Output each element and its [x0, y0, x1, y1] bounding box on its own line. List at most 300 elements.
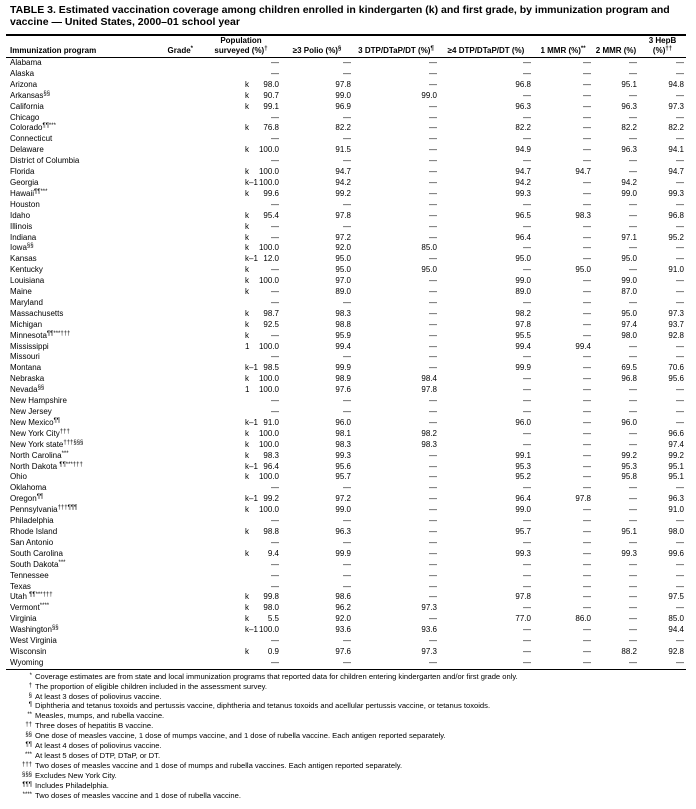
value-cell: —: [523, 603, 531, 613]
program-name: North Carolina***: [10, 450, 69, 460]
footnote: [10, 771, 692, 781]
value-cell: —: [343, 483, 351, 493]
value-cell: 90.7: [263, 90, 279, 100]
program-name: Virginia: [10, 614, 37, 624]
grade-cell: k: [245, 603, 249, 613]
value-cell: —: [583, 330, 591, 340]
table-row: [6, 134, 686, 145]
grade-cell: [106, 352, 201, 363]
program-name: Minnesota¶¶***†††: [10, 330, 71, 340]
value-cell: —: [523, 559, 531, 569]
value-cell: —: [583, 134, 591, 144]
value-cell: —: [343, 570, 351, 580]
value-cell: 99.3: [515, 548, 531, 558]
value-cell: —: [271, 570, 279, 580]
column-header-program: Immunization program: [10, 46, 97, 55]
table-body: [6, 58, 686, 670]
value-cell: 99.0: [421, 90, 437, 100]
value-cell: 85.0: [668, 614, 684, 624]
value-cell: —: [429, 526, 437, 536]
program-name: Georgia: [10, 177, 39, 187]
value-cell: —: [523, 625, 531, 635]
value-cell: 95.8: [621, 472, 637, 482]
value-cell: —: [429, 330, 437, 340]
value-cell: —: [429, 134, 437, 144]
value-cell: —: [439, 658, 533, 669]
grade-cell: k: [245, 526, 249, 536]
table-row: [6, 396, 686, 407]
footnote-text: At least 5 doses of DTP, DTaP, or DT.: [35, 751, 161, 760]
table-row: [6, 429, 686, 440]
value-cell: —: [583, 308, 591, 318]
value-cell: 99.0: [335, 505, 351, 515]
table-row: [6, 320, 686, 331]
program-name: Maine: [10, 287, 32, 297]
value-cell: —: [583, 156, 591, 166]
grade-cell: [106, 571, 201, 582]
value-cell: —: [523, 243, 531, 253]
value-cell: 96.9: [335, 101, 351, 111]
value-cell: —: [429, 559, 437, 569]
value-cell: —: [676, 276, 684, 286]
footnote-text: Two doses of measles vaccine and 1 dose of mumps and rubella vaccines. Each antigen reported separately.: [35, 760, 403, 770]
value-cell: —: [583, 68, 591, 78]
value-cell: —: [429, 188, 437, 198]
value-cell: 96.6: [668, 428, 684, 438]
program-name: Rhode Island: [10, 526, 58, 536]
value-cell: 97.8: [515, 319, 531, 329]
program-name: New Hampshire: [10, 396, 67, 406]
value-cell: 94.9: [515, 145, 531, 155]
value-cell: 99.0: [621, 188, 637, 198]
program-name: Nebraska: [10, 374, 45, 384]
value-cell: —: [583, 472, 591, 482]
value-cell: 87.0: [621, 287, 637, 297]
value-cell: —: [523, 199, 531, 209]
value-cell: —: [629, 439, 637, 449]
table-row: [6, 571, 686, 582]
program-name: South Carolina: [10, 548, 63, 558]
grade-cell: k: [245, 265, 249, 275]
footnote-mark: §§: [25, 732, 32, 739]
table-row: [6, 603, 686, 614]
value-cell: —: [429, 505, 437, 515]
value-cell: —: [429, 417, 437, 427]
value-cell: —: [629, 483, 637, 493]
value-cell: —: [676, 636, 684, 646]
value-cell: 99.4: [575, 341, 591, 351]
table-row: [6, 352, 686, 363]
value-cell: 96.3: [668, 494, 684, 504]
value-cell: 97.3: [421, 646, 437, 656]
program-name: Hawaii¶¶***: [10, 188, 48, 198]
value-cell: —: [523, 90, 531, 100]
value-cell: —: [523, 265, 531, 275]
value-cell: 96.4: [515, 232, 531, 242]
value-cell: —: [583, 90, 591, 100]
value-cell: 97.3: [668, 308, 684, 318]
value-cell: 76.8: [263, 123, 279, 133]
value-cell: —: [583, 145, 591, 155]
value-cell: 97.6: [335, 646, 351, 656]
value-cell: 97.4: [621, 319, 637, 329]
grade-cell: [106, 396, 201, 407]
value-cell: —: [429, 461, 437, 471]
value-cell: —: [676, 385, 684, 395]
value-cell: —: [429, 145, 437, 155]
grade-cell: k: [245, 308, 249, 318]
value-cell: —: [271, 559, 279, 569]
program-name: Idaho: [10, 210, 31, 220]
program-name: Louisiana: [10, 276, 45, 286]
value-cell: —: [343, 407, 351, 416]
value-cell: 97.6: [335, 385, 351, 395]
value-cell: —: [629, 625, 637, 635]
value-cell: —: [629, 243, 637, 253]
value-cell: 92.0: [335, 243, 351, 253]
value-cell: —: [583, 188, 591, 198]
footnote-mark: **: [27, 712, 32, 719]
value-cell: 96.3: [515, 101, 531, 111]
value-cell: 98.3: [575, 210, 591, 220]
value-cell: —: [676, 199, 684, 209]
value-cell: —: [281, 658, 353, 669]
value-cell: —: [583, 232, 591, 242]
value-cell: 0.9: [267, 646, 279, 656]
program-name: Florida: [10, 167, 35, 177]
value-cell: —: [429, 232, 437, 242]
value-cell: 99.2: [335, 188, 351, 198]
table-row: [6, 91, 686, 102]
grade-cell: [106, 658, 201, 669]
table-row: [6, 407, 686, 418]
value-cell: —: [353, 658, 439, 669]
value-cell: —: [429, 68, 437, 78]
value-cell: —: [523, 58, 531, 67]
footnote-mark: ***: [24, 752, 32, 758]
value-cell: 99.4: [335, 341, 351, 351]
value-cell: —: [583, 537, 591, 547]
value-cell: —: [629, 297, 637, 307]
value-cell: —: [429, 537, 437, 547]
value-cell: 97.8: [335, 210, 351, 220]
grade-cell: [106, 58, 201, 69]
value-cell: —: [676, 341, 684, 351]
grade-cell: k: [245, 287, 249, 297]
value-cell: 94.7: [668, 167, 684, 177]
value-cell: 97.1: [621, 232, 637, 242]
value-cell: —: [583, 79, 591, 89]
value-cell: —: [583, 548, 591, 558]
value-cell: 95.5: [515, 330, 531, 340]
footnote-mark: †: [28, 682, 32, 689]
program-name: Oklahoma: [10, 483, 47, 493]
grade-cell: k: [245, 330, 249, 340]
value-cell: 95.0: [575, 265, 591, 275]
grade-cell: [106, 538, 201, 549]
value-cell: 92.5: [263, 319, 279, 329]
program-name: Philadelphia: [10, 516, 54, 526]
value-cell: 95.0: [621, 308, 637, 318]
column-header-3dtp: 3 DTP/DTaP/DT (%)¶: [358, 46, 434, 55]
program-name: Washington§§: [10, 625, 59, 635]
value-cell: —: [629, 156, 637, 166]
value-cell: 95.1: [668, 472, 684, 482]
value-cell: —: [201, 658, 281, 669]
value-cell: 95.0: [335, 265, 351, 275]
value-cell: 100.0: [258, 145, 279, 155]
document-page: [6, 0, 692, 801]
value-cell: 98.3: [335, 308, 351, 318]
value-cell: 100.0: [258, 341, 279, 351]
table-row: [6, 592, 686, 603]
value-cell: 92.8: [668, 646, 684, 656]
grade-cell: [106, 200, 201, 211]
value-cell: —: [629, 592, 637, 602]
footnote-text: Coverage estimates are from state and local immunization programs that reported data for children entering kindergarten and/or first grade only.: [35, 671, 518, 681]
program-name: Texas: [10, 581, 31, 591]
value-cell: 82.2: [335, 123, 351, 133]
value-cell: —: [583, 221, 591, 231]
value-cell: —: [523, 134, 531, 144]
value-cell: 98.7: [263, 308, 279, 318]
value-cell: 100.0: [258, 167, 279, 177]
value-cell: 99.2: [263, 494, 279, 504]
grade-cell: k: [245, 123, 249, 133]
program-name: New Mexico¶¶: [10, 417, 61, 427]
footnote: [10, 672, 692, 682]
value-cell: —: [583, 526, 591, 536]
value-cell: —: [523, 221, 531, 231]
column-header-population: Population surveyed (%)†: [214, 36, 268, 55]
value-cell: 97.4: [668, 439, 684, 449]
footnote: [10, 682, 692, 692]
value-cell: —: [429, 548, 437, 558]
value-cell: 97.3: [421, 603, 437, 613]
value-cell: 82.2: [515, 123, 531, 133]
value-cell: —: [676, 559, 684, 569]
program-name: West Virginia: [10, 636, 57, 646]
value-cell: —: [343, 559, 351, 569]
value-cell: 98.0: [621, 330, 637, 340]
table-row: [6, 462, 686, 473]
table-row: [6, 309, 686, 320]
value-cell: —: [583, 276, 591, 286]
value-cell: —: [523, 156, 531, 166]
table-row: [6, 647, 686, 658]
grade-cell: k: [245, 101, 249, 111]
table-row: [6, 113, 686, 124]
grade-cell: [106, 298, 201, 309]
value-cell: —: [523, 581, 531, 591]
value-cell: —: [271, 134, 279, 144]
program-name: Delaware: [10, 145, 44, 155]
value-cell: —: [429, 123, 437, 133]
value-cell: —: [629, 581, 637, 591]
value-cell: —: [676, 516, 684, 526]
grade-cell: [106, 407, 201, 418]
table-row: [6, 178, 686, 189]
value-cell: 96.4: [515, 494, 531, 504]
table-row: [6, 451, 686, 462]
value-cell: —: [629, 385, 637, 395]
grade-cell: 1: [245, 385, 250, 395]
grade-cell: k: [245, 243, 249, 253]
table-row: [6, 549, 686, 560]
value-cell: 82.2: [621, 123, 637, 133]
value-cell: —: [533, 658, 593, 669]
value-cell: 86.0: [575, 614, 591, 624]
program-name: Wyoming: [6, 658, 106, 669]
value-cell: —: [676, 352, 684, 362]
value-cell: 99.3: [621, 548, 637, 558]
value-cell: —: [676, 58, 684, 67]
footnote: [10, 692, 692, 702]
table-row: [6, 58, 686, 69]
value-cell: 95.4: [263, 210, 279, 220]
value-cell: 94.4: [668, 625, 684, 635]
value-cell: 70.6: [668, 363, 684, 373]
value-cell: —: [343, 396, 351, 406]
value-cell: —: [583, 363, 591, 373]
program-name: Colorado¶¶***: [10, 123, 56, 133]
value-cell: —: [583, 505, 591, 515]
table-row: [6, 156, 686, 167]
value-cell: 96.3: [621, 145, 637, 155]
value-cell: 97.8: [515, 592, 531, 602]
value-cell: 95.0: [421, 265, 437, 275]
value-cell: 97.3: [668, 101, 684, 111]
value-cell: —: [429, 407, 437, 416]
table-row: [6, 505, 686, 516]
program-name: Missouri: [10, 352, 40, 362]
table-row: [6, 254, 686, 265]
value-cell: —: [583, 101, 591, 111]
value-cell: —: [583, 199, 591, 209]
value-cell: —: [271, 232, 279, 242]
value-cell: 99.3: [668, 188, 684, 198]
program-name: Ohio: [10, 472, 27, 482]
value-cell: —: [429, 101, 437, 111]
value-cell: 97.8: [335, 79, 351, 89]
column-header-4dtp: ≥4 DTP/DTaP/DT (%): [447, 46, 525, 55]
grade-cell: k: [245, 505, 249, 515]
footnote-mark: *: [29, 672, 32, 679]
value-cell: —: [676, 68, 684, 78]
table-row: [6, 385, 686, 396]
program-name: Wisconsin: [10, 646, 47, 656]
grade-cell: [106, 134, 201, 145]
program-name: Montana: [10, 363, 42, 373]
value-cell: 94.2: [515, 177, 531, 187]
value-cell: —: [523, 483, 531, 493]
value-cell: 99.1: [515, 450, 531, 460]
value-cell: —: [629, 134, 637, 144]
value-cell: 96.8: [515, 79, 531, 89]
value-cell: 100.0: [258, 625, 279, 635]
value-cell: —: [343, 112, 351, 122]
grade-cell: k: [245, 276, 249, 286]
value-cell: 96.8: [621, 374, 637, 384]
value-cell: —: [639, 658, 686, 669]
value-cell: —: [676, 407, 684, 416]
footnote-text: Excludes New York City.: [35, 770, 117, 780]
value-cell: 96.8: [668, 210, 684, 220]
value-cell: 95.2: [668, 232, 684, 242]
value-cell: —: [271, 407, 279, 416]
value-cell: —: [523, 68, 531, 78]
value-cell: —: [676, 90, 684, 100]
footnote: [10, 781, 692, 791]
value-cell: —: [343, 516, 351, 526]
program-name: Oregon¶¶: [10, 494, 44, 504]
value-cell: —: [429, 276, 437, 286]
value-cell: —: [629, 559, 637, 569]
value-cell: 77.0: [515, 614, 531, 624]
value-cell: —: [583, 592, 591, 602]
value-cell: —: [676, 537, 684, 547]
program-name: Alaska: [10, 68, 35, 78]
table-row: [6, 516, 686, 527]
value-cell: —: [629, 68, 637, 78]
value-cell: —: [629, 494, 637, 504]
value-cell: —: [429, 592, 437, 602]
value-cell: —: [676, 417, 684, 427]
program-name: Michigan: [10, 319, 43, 329]
value-cell: —: [629, 407, 637, 416]
value-cell: 99.3: [515, 188, 531, 198]
footnote-mark: ¶¶¶: [22, 781, 32, 788]
grade-cell: k: [245, 450, 249, 460]
value-cell: 99.2: [668, 450, 684, 460]
value-cell: —: [271, 287, 279, 297]
footnote-text: At least 3 doses of poliovirus vaccine.: [35, 691, 162, 701]
program-name: Vermont****: [10, 603, 50, 613]
value-cell: 97.5: [668, 592, 684, 602]
value-cell: —: [629, 352, 637, 362]
table-row: [6, 243, 686, 254]
value-cell: 99.6: [668, 548, 684, 558]
program-name: Houston: [10, 199, 40, 209]
value-cell: 98.0: [263, 79, 279, 89]
value-cell: —: [523, 352, 531, 362]
value-cell: —: [271, 297, 279, 307]
value-cell: —: [629, 396, 637, 406]
value-cell: —: [629, 199, 637, 209]
value-cell: 98.4: [421, 374, 437, 384]
value-cell: —: [583, 396, 591, 406]
value-cell: —: [676, 134, 684, 144]
grade-cell: k: [245, 221, 249, 231]
value-cell: 97.0: [335, 276, 351, 286]
value-cell: —: [593, 658, 639, 669]
value-cell: —: [429, 156, 437, 166]
grade-cell: [106, 560, 201, 571]
value-cell: —: [583, 581, 591, 591]
value-cell: —: [271, 483, 279, 493]
value-cell: 94.7: [515, 167, 531, 177]
value-cell: —: [271, 156, 279, 166]
value-cell: 98.2: [515, 308, 531, 318]
value-cell: 91.0: [668, 505, 684, 515]
value-cell: —: [583, 461, 591, 471]
value-cell: 99.6: [263, 188, 279, 198]
value-cell: 96.3: [621, 101, 637, 111]
table-row: [6, 145, 686, 156]
grade-cell: k: [245, 145, 249, 155]
grade-cell: [106, 582, 201, 593]
value-cell: —: [583, 646, 591, 656]
